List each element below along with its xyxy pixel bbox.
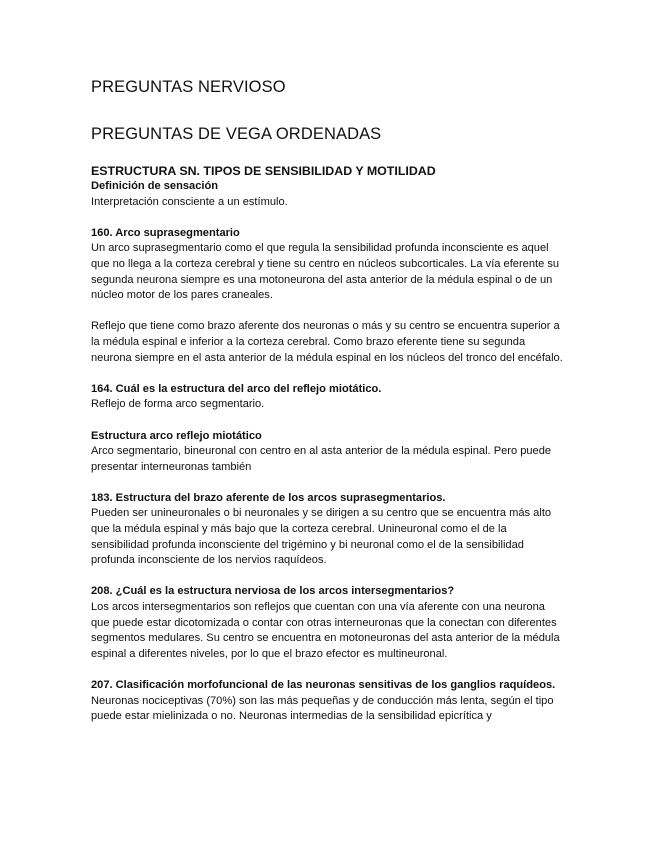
question-heading: 183. Estructura del brazo aferente de los arcos suprasegmentarios. [91, 491, 446, 504]
answer-paragraph: Reflejo de forma arco segmentario. [91, 398, 265, 411]
paragraph-gap [91, 304, 566, 320]
question-heading: 160. Arco suprasegmentario [91, 226, 240, 239]
paragraph-gap [91, 569, 566, 585]
paragraph-gap [91, 366, 566, 382]
answer-paragraph: Los arcos intersegmentarios son reflejos que cuentan con una vía aferente con una neurona que puede estar dicotomizada o contar con otras interneuronas que la conectan con diferentes segmentos medulares. Su centro se encuentra en motoneuronas del asta anterior de la médula espinal a diferentes niveles, por lo que el brazo efector es multineuronal. [91, 601, 560, 660]
question-heading: 164. Cuál es la estructura del arco del reflejo miotático. [91, 382, 382, 395]
question-heading: 207. Clasificación morfofuncional de las neuronas sensitivas de los ganglios raquídeos. [91, 679, 556, 691]
answer-paragraph: Pueden ser unineuronales o bi neuronales y se dirigen a su centro que se encuentra más alto que la médula espinal y más bajo que la corteza cerebral. Unineuronal como el de la sensibilidad profunda inconsciente del trigémino y bi neuronal como el de la sensibilidad profunda inconsciente de los nervios raquídeos. [91, 507, 552, 567]
paragraph-gap [91, 210, 566, 226]
answer-paragraph: Un arco suprasegmentario como el que regula la sensibilidad profunda inconsciente es aquel que no llega a la corteza cerebral y tiene su centro en núcleos subcorticales. La vía eferente su segunda neurona siempre es una motoneurona del asta anterior de la médula espinal o de un núcleo motor de los pares craneales. [91, 242, 560, 302]
answer-paragraph: Reflejo que tiene como brazo aferente dos neuronas o más y su centro se encuentra superior a la médula espinal e inferior a la corteza cerebral. Como brazo eferente tiene su segunda neurona siempre en el asta anterior de la médula espinal en los núcleos del tronco del encéfalo. [91, 320, 563, 364]
document-body [91, 163, 566, 725]
paragraph-gap [91, 413, 566, 429]
answer-paragraph: Interpretación consciente a un estímulo. [91, 195, 288, 208]
question-heading: Estructura arco reflejo miotático [91, 429, 262, 442]
question-heading: 208. ¿Cuál es la estructura nerviosa de los arcos intersegmentarios? [91, 585, 455, 598]
paragraph-gap [91, 475, 566, 491]
answer-paragraph: Neuronas nociceptivas (70%) son las más pequeñas y de conducción más lenta, según el tipo puede estar mielinizada o no. Neuronas intermedias de la sensibilidad epicrítica y [91, 694, 554, 723]
answer-paragraph: Arco segmentario, bineuronal con centro en al asta anterior de la médula espinal. Pero puede presentar interneuronas también [91, 445, 552, 473]
document-subtitle: PREGUNTAS DE VEGA ORDENADAS [91, 125, 382, 143]
paragraph-gap [91, 662, 566, 678]
question-heading: Definición de sensación [91, 180, 218, 192]
section-heading: ESTRUCTURA SN. TIPOS DE SENSIBILIDAD Y MOTILIDAD [91, 164, 436, 178]
document-title: PREGUNTAS NERVIOSO [91, 78, 286, 96]
